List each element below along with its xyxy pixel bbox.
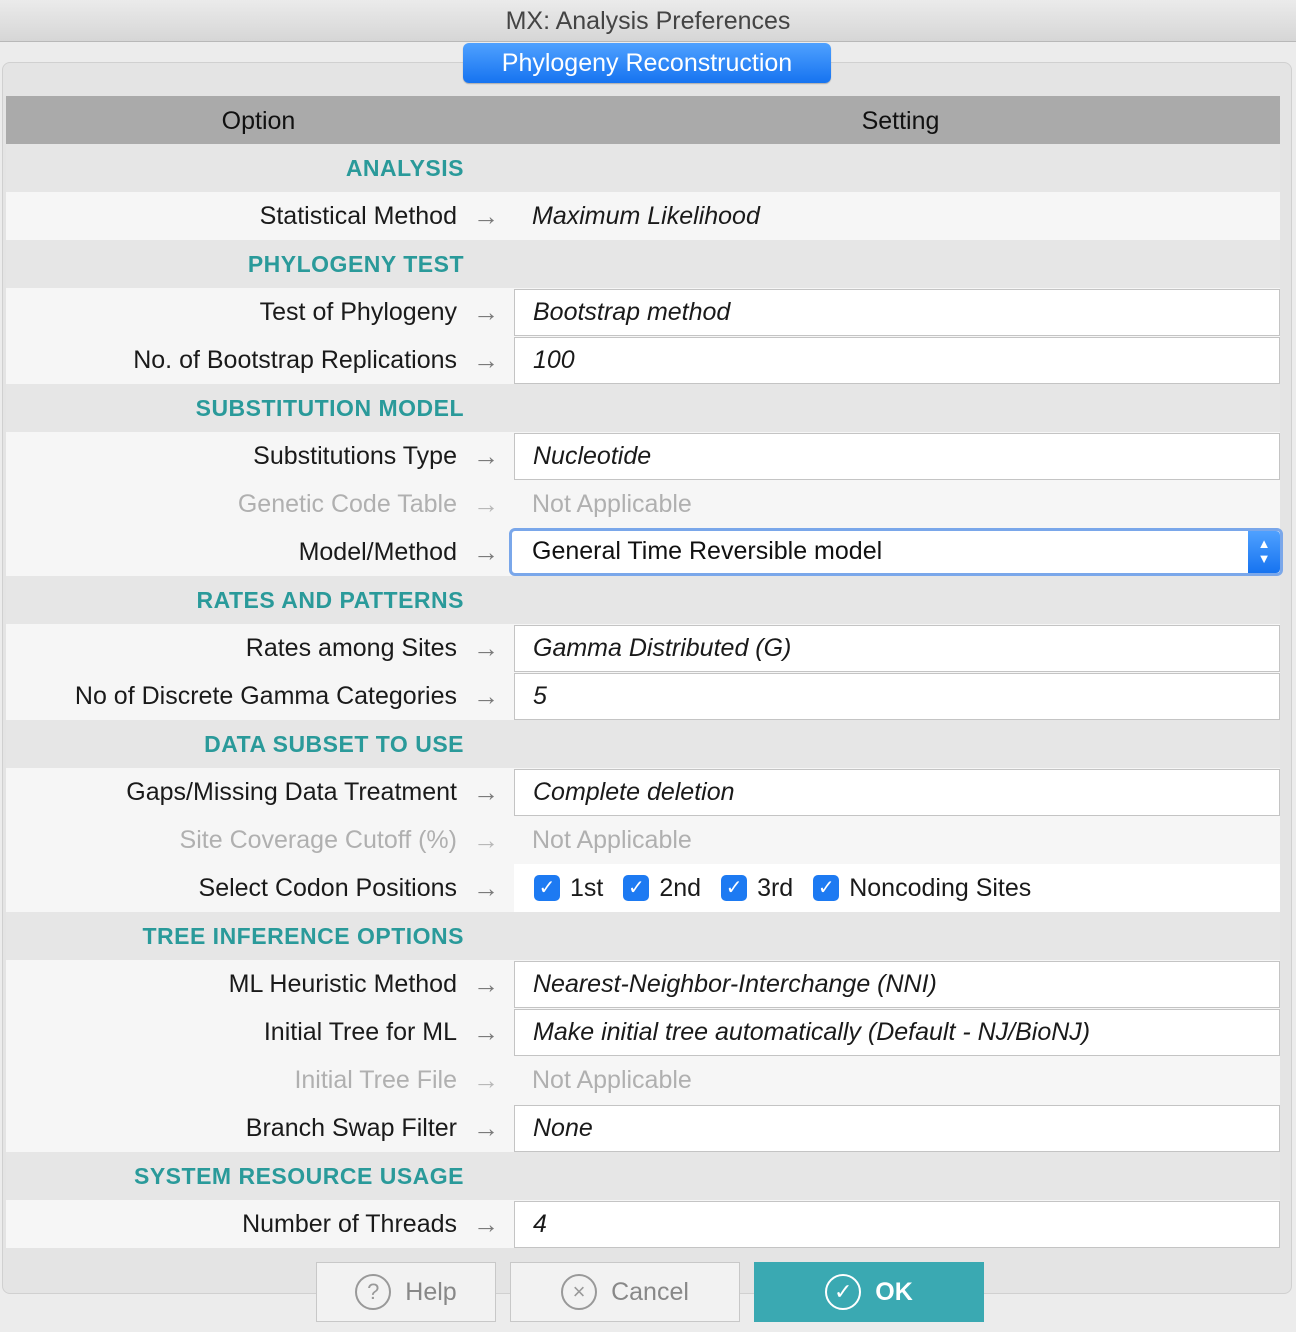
close-icon: × <box>561 1274 597 1310</box>
section-label: SUBSTITUTION MODEL <box>195 394 464 421</box>
row-bootstrap-replications <box>6 336 1280 384</box>
row-threads <box>6 1200 1280 1248</box>
options-table <box>6 96 1280 1248</box>
checkmark-icon: ✓ <box>825 1274 861 1310</box>
section-label: DATA SUBSET TO USE <box>204 730 464 757</box>
arrow-icon: → <box>473 824 499 855</box>
option-label: Select Codon Positions <box>198 873 457 902</box>
row-genetic-code-table <box>6 480 1280 528</box>
model-method-select[interactable] <box>509 528 1283 576</box>
chevron-updown-icon[interactable]: ▲ ▼ <box>1248 531 1280 573</box>
arrow-icon: → <box>473 1016 499 1047</box>
row-branch-swap <box>6 1104 1280 1152</box>
arrow-icon: → <box>473 440 499 471</box>
option-label: Gaps/Missing Data Treatment <box>126 777 457 806</box>
help-button[interactable] <box>316 1262 496 1322</box>
option-label: Genetic Code Table <box>237 489 457 518</box>
statistical-method-value: Maximum Likelihood <box>532 202 760 230</box>
arrow-icon: → <box>473 1112 499 1143</box>
initial-tree-field[interactable]: Make initial tree automatically (Default - NJ/BioNJ) <box>514 1009 1280 1056</box>
option-label: Initial Tree for ML <box>263 1017 457 1046</box>
row-test-of-phylogeny <box>6 288 1280 336</box>
site-coverage-value: Not Applicable <box>532 826 692 854</box>
option-label: Initial Tree File <box>294 1065 457 1094</box>
cancel-button[interactable] <box>510 1262 740 1322</box>
row-gaps-missing <box>6 768 1280 816</box>
ok-button[interactable] <box>754 1262 984 1322</box>
option-label: Number of Threads <box>242 1209 457 1238</box>
arrow-icon: → <box>473 776 499 807</box>
option-label: Statistical Method <box>259 201 457 230</box>
section-analysis <box>6 144 1280 192</box>
section-label: TREE INFERENCE OPTIONS <box>142 922 464 949</box>
checkbox-label: 2nd <box>659 873 702 902</box>
ml-heuristic-field[interactable]: Nearest-Neighbor-Interchange (NNI) <box>514 961 1280 1008</box>
column-header-option: Option <box>221 107 296 135</box>
section-substitution-model <box>6 384 1280 432</box>
arrow-icon: → <box>473 536 499 567</box>
row-substitutions-type <box>6 432 1280 480</box>
checkbox-label: 1st <box>570 873 604 902</box>
row-initial-tree-file <box>6 1056 1280 1104</box>
tab-phylogeny-reconstruction[interactable]: Phylogeny Reconstruction <box>463 43 831 83</box>
model-method-selected: General Time Reversible model <box>532 537 883 565</box>
section-phylogeny-test <box>6 240 1280 288</box>
arrow-icon: → <box>473 1064 499 1095</box>
gamma-categories-field[interactable]: 5 <box>514 673 1280 720</box>
help-label: Help <box>405 1277 457 1306</box>
cancel-label: Cancel <box>611 1277 689 1306</box>
row-initial-tree <box>6 1008 1280 1056</box>
checkbox-label: 3rd <box>757 873 794 902</box>
row-ml-heuristic <box>6 960 1280 1008</box>
threads-field[interactable]: 4 <box>514 1201 1280 1248</box>
genetic-code-table-value: Not Applicable <box>532 490 692 518</box>
arrow-icon: → <box>473 680 499 711</box>
branch-swap-field[interactable]: None <box>514 1105 1280 1152</box>
arrow-icon: → <box>473 296 499 327</box>
gaps-missing-field[interactable]: Complete deletion <box>514 769 1280 816</box>
row-rates-among-sites <box>6 624 1280 672</box>
substitutions-type-field[interactable]: Nucleotide <box>514 433 1280 480</box>
help-icon: ? <box>355 1274 391 1310</box>
option-label: ML Heuristic Method <box>228 969 457 998</box>
noncoding-sites-checkbox[interactable] <box>813 874 1031 903</box>
arrow-icon: → <box>473 1208 499 1239</box>
arrow-icon: → <box>473 488 499 519</box>
checkbox-checked-icon[interactable]: ✓ <box>813 875 839 901</box>
codon-3rd-checkbox[interactable] <box>721 874 793 903</box>
row-site-coverage <box>6 816 1280 864</box>
table-header <box>6 96 1280 144</box>
option-label: Test of Phylogeny <box>259 297 457 326</box>
checkbox-checked-icon[interactable]: ✓ <box>623 875 649 901</box>
ok-label: OK <box>875 1277 913 1306</box>
test-of-phylogeny-field[interactable]: Bootstrap method <box>514 289 1280 336</box>
initial-tree-file-value: Not Applicable <box>532 1066 692 1094</box>
section-label: SYSTEM RESOURCE USAGE <box>134 1162 464 1189</box>
rates-among-sites-field[interactable]: Gamma Distributed (G) <box>514 625 1280 672</box>
dialog-footer <box>0 1254 1296 1332</box>
arrow-icon: → <box>473 968 499 999</box>
row-gamma-categories <box>6 672 1280 720</box>
codon-1st-checkbox[interactable] <box>534 874 603 903</box>
section-label: PHYLOGENY TEST <box>247 250 464 277</box>
checkbox-checked-icon[interactable]: ✓ <box>721 875 747 901</box>
row-statistical-method <box>6 192 1280 240</box>
option-label: Substitutions Type <box>253 441 457 470</box>
checkbox-label: Noncoding Sites <box>849 873 1032 902</box>
section-label: RATES AND PATTERNS <box>196 586 464 613</box>
option-label: No of Discrete Gamma Categories <box>74 681 457 710</box>
option-label: Model/Method <box>298 537 457 566</box>
codon-2nd-checkbox[interactable] <box>623 874 701 903</box>
arrow-icon: → <box>473 632 499 663</box>
section-label: ANALYSIS <box>345 154 464 181</box>
column-header-setting: Setting <box>861 107 940 135</box>
option-label: Site Coverage Cutoff (%) <box>179 825 457 854</box>
option-label: Branch Swap Filter <box>245 1113 457 1142</box>
section-tree-inference <box>6 912 1280 960</box>
window-title: MX: Analysis Preferences <box>0 0 1296 42</box>
bootstrap-replications-field[interactable]: 100 <box>514 337 1280 384</box>
codon-positions-group <box>514 864 1280 912</box>
option-label: Rates among Sites <box>245 633 457 662</box>
arrow-icon: → <box>473 872 499 903</box>
section-data-subset <box>6 720 1280 768</box>
section-rates-patterns <box>6 576 1280 624</box>
section-system-resource <box>6 1152 1280 1200</box>
arrow-icon: → <box>473 344 499 375</box>
checkbox-checked-icon[interactable]: ✓ <box>534 875 560 901</box>
row-model-method <box>6 528 1280 576</box>
row-codon-positions <box>6 864 1280 912</box>
arrow-icon: → <box>473 200 499 231</box>
option-label: No. of Bootstrap Replications <box>133 345 457 374</box>
